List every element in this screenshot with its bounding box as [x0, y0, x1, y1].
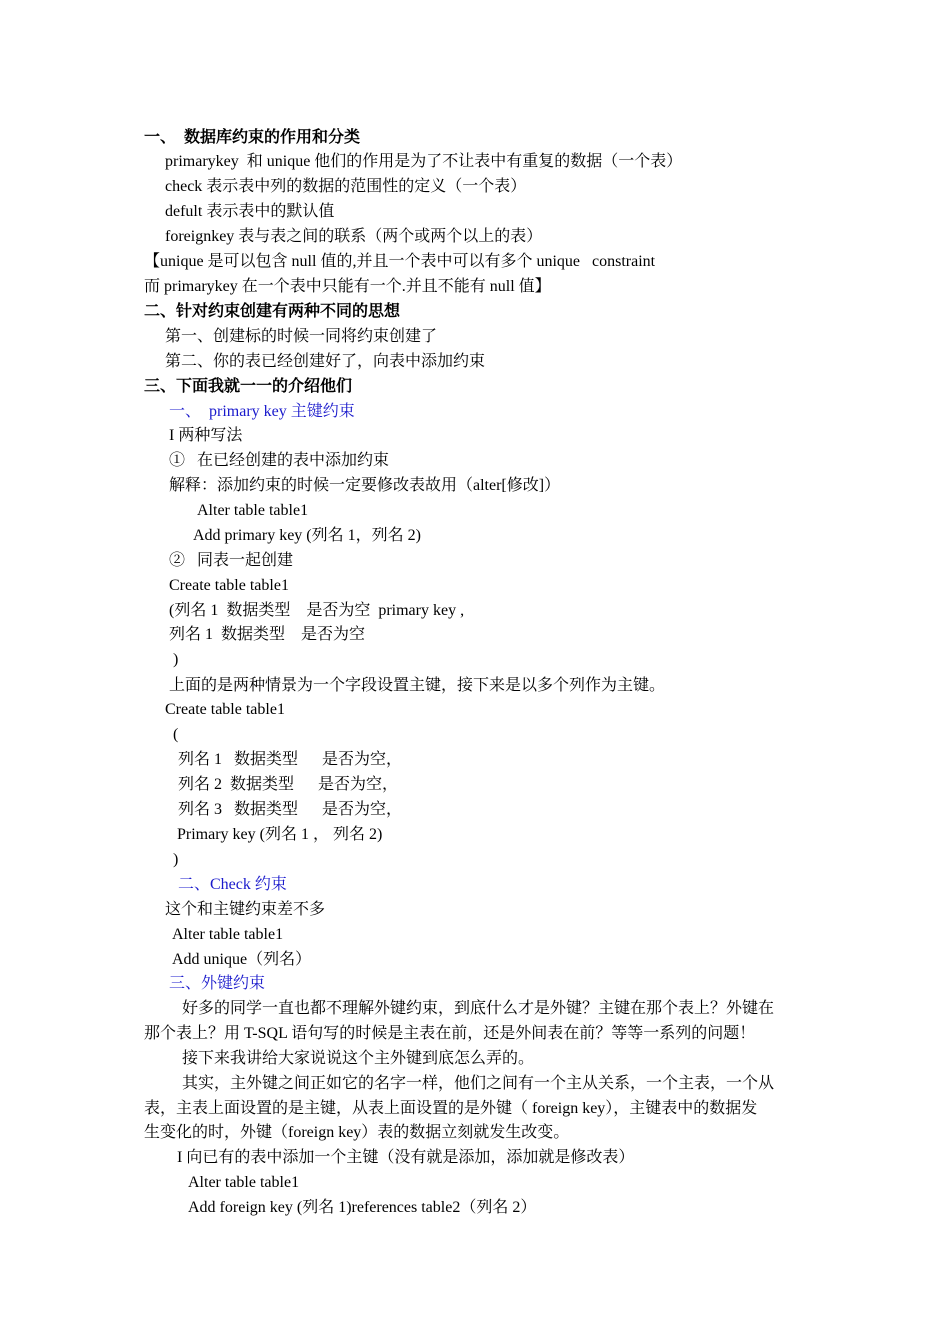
- text-line: foreignkey 表与表之间的联系（两个或两个以上的表）: [165, 228, 543, 245]
- text-line: 其实，主外键之间正如它的名字一样，他们之间有一个主从关系，一个主表，一个从: [182, 1075, 775, 1092]
- code-line: 列名 1 数据类型 是否为空，: [178, 751, 403, 768]
- code-line: Create table table1: [165, 701, 285, 718]
- section-heading-1: 一、 数据库约束的作用和分类: [144, 129, 361, 146]
- code-line: (列名 1 数据类型 是否为空 primary key ,: [169, 602, 465, 619]
- code-line: 列名 3 数据类型 是否为空，: [178, 801, 403, 818]
- section-heading-3: 三、下面我就一一的介绍他们: [144, 378, 353, 395]
- code-line: Add foreign key (列名 1)references table2（列名 2）: [188, 1199, 537, 1216]
- text-line: 【unique 是可以包含 null 值的,并且一个表中可以有多个 unique constraint: [144, 253, 656, 270]
- code-line: 列名 1 数据类型 是否为空: [169, 626, 366, 643]
- subsection-heading-primary-key: 一、 primary key 主键约束: [169, 403, 355, 420]
- code-line: 列名 2 数据类型 是否为空，: [178, 776, 399, 793]
- subsection-heading-foreign-key: 三、外键约束: [169, 975, 266, 992]
- code-line: Alter table table1: [172, 926, 284, 943]
- code-line: Alter table table1: [197, 502, 309, 519]
- code-line: ): [173, 851, 179, 868]
- text-line: 而 primarykey 在一个表中只能有一个.并且不能有 null 值】: [144, 278, 551, 295]
- code-line: Create table table1: [169, 577, 289, 594]
- text-line: 生变化的时，外键（foreign key）表的数据立刻就发生改变。: [144, 1124, 570, 1141]
- text-line: defult 表示表中的默认值: [165, 203, 335, 220]
- subsection-heading-check: 二、Check 约束: [178, 876, 287, 893]
- code-line: Add primary key (列名 1，列名 2): [193, 527, 421, 544]
- text-line: 表，主表上面设置的是主键，从表上面设置的是外键（ foreign key），主键表中的数据发: [144, 1100, 758, 1117]
- text-line: ① 在已经创建的表中添加约束: [169, 452, 390, 469]
- text-line: 第二、你的表已经创建好了，向表中添加约束: [165, 353, 486, 370]
- code-line: Primary key (列名 1 ， 列名 2): [177, 826, 383, 843]
- text-line: 上面的是两种情景为一个字段设置主键，接下来是以多个列作为主键。: [169, 677, 666, 694]
- code-line: (: [173, 726, 179, 743]
- text-line: 这个和主键约束差不多: [165, 901, 326, 918]
- code-line: Alter table table1: [188, 1174, 300, 1191]
- text-line: ② 同表一起创建: [169, 552, 294, 569]
- section-heading-2: 二、针对约束创建有两种不同的思想: [144, 303, 401, 320]
- text-line: I 向已有的表中添加一个主键（没有就是添加，添加就是修改表）: [177, 1149, 635, 1166]
- text-line: 接下来我讲给大家说说这个主外键到底怎么弄的。: [182, 1050, 535, 1067]
- text-line: primarykey 和 unique 他们的作用是为了不让表中有重复的数据（一个表）: [165, 153, 683, 170]
- text-line: 解释：添加约束的时候一定要修改表故用（alter[修改]）: [169, 477, 561, 494]
- text-line: I 两种写法: [169, 427, 243, 444]
- text-line: 第一、创建标的时候一同将约束创建了: [165, 328, 438, 345]
- text-line: 那个表上？用 T-SQL 语句写的时候是主表在前，还是外间表在前？等等一系列的问题！: [144, 1025, 756, 1042]
- text-line: check 表示表中列的数据的范围性的定义（一个表）: [165, 178, 527, 195]
- code-line: ): [173, 651, 179, 668]
- code-line: Add unique（列名）: [172, 951, 312, 968]
- text-line: 好多的同学一直也都不理解外键约束，到底什么才是外键？主键在那个表上？外键在: [182, 1000, 775, 1017]
